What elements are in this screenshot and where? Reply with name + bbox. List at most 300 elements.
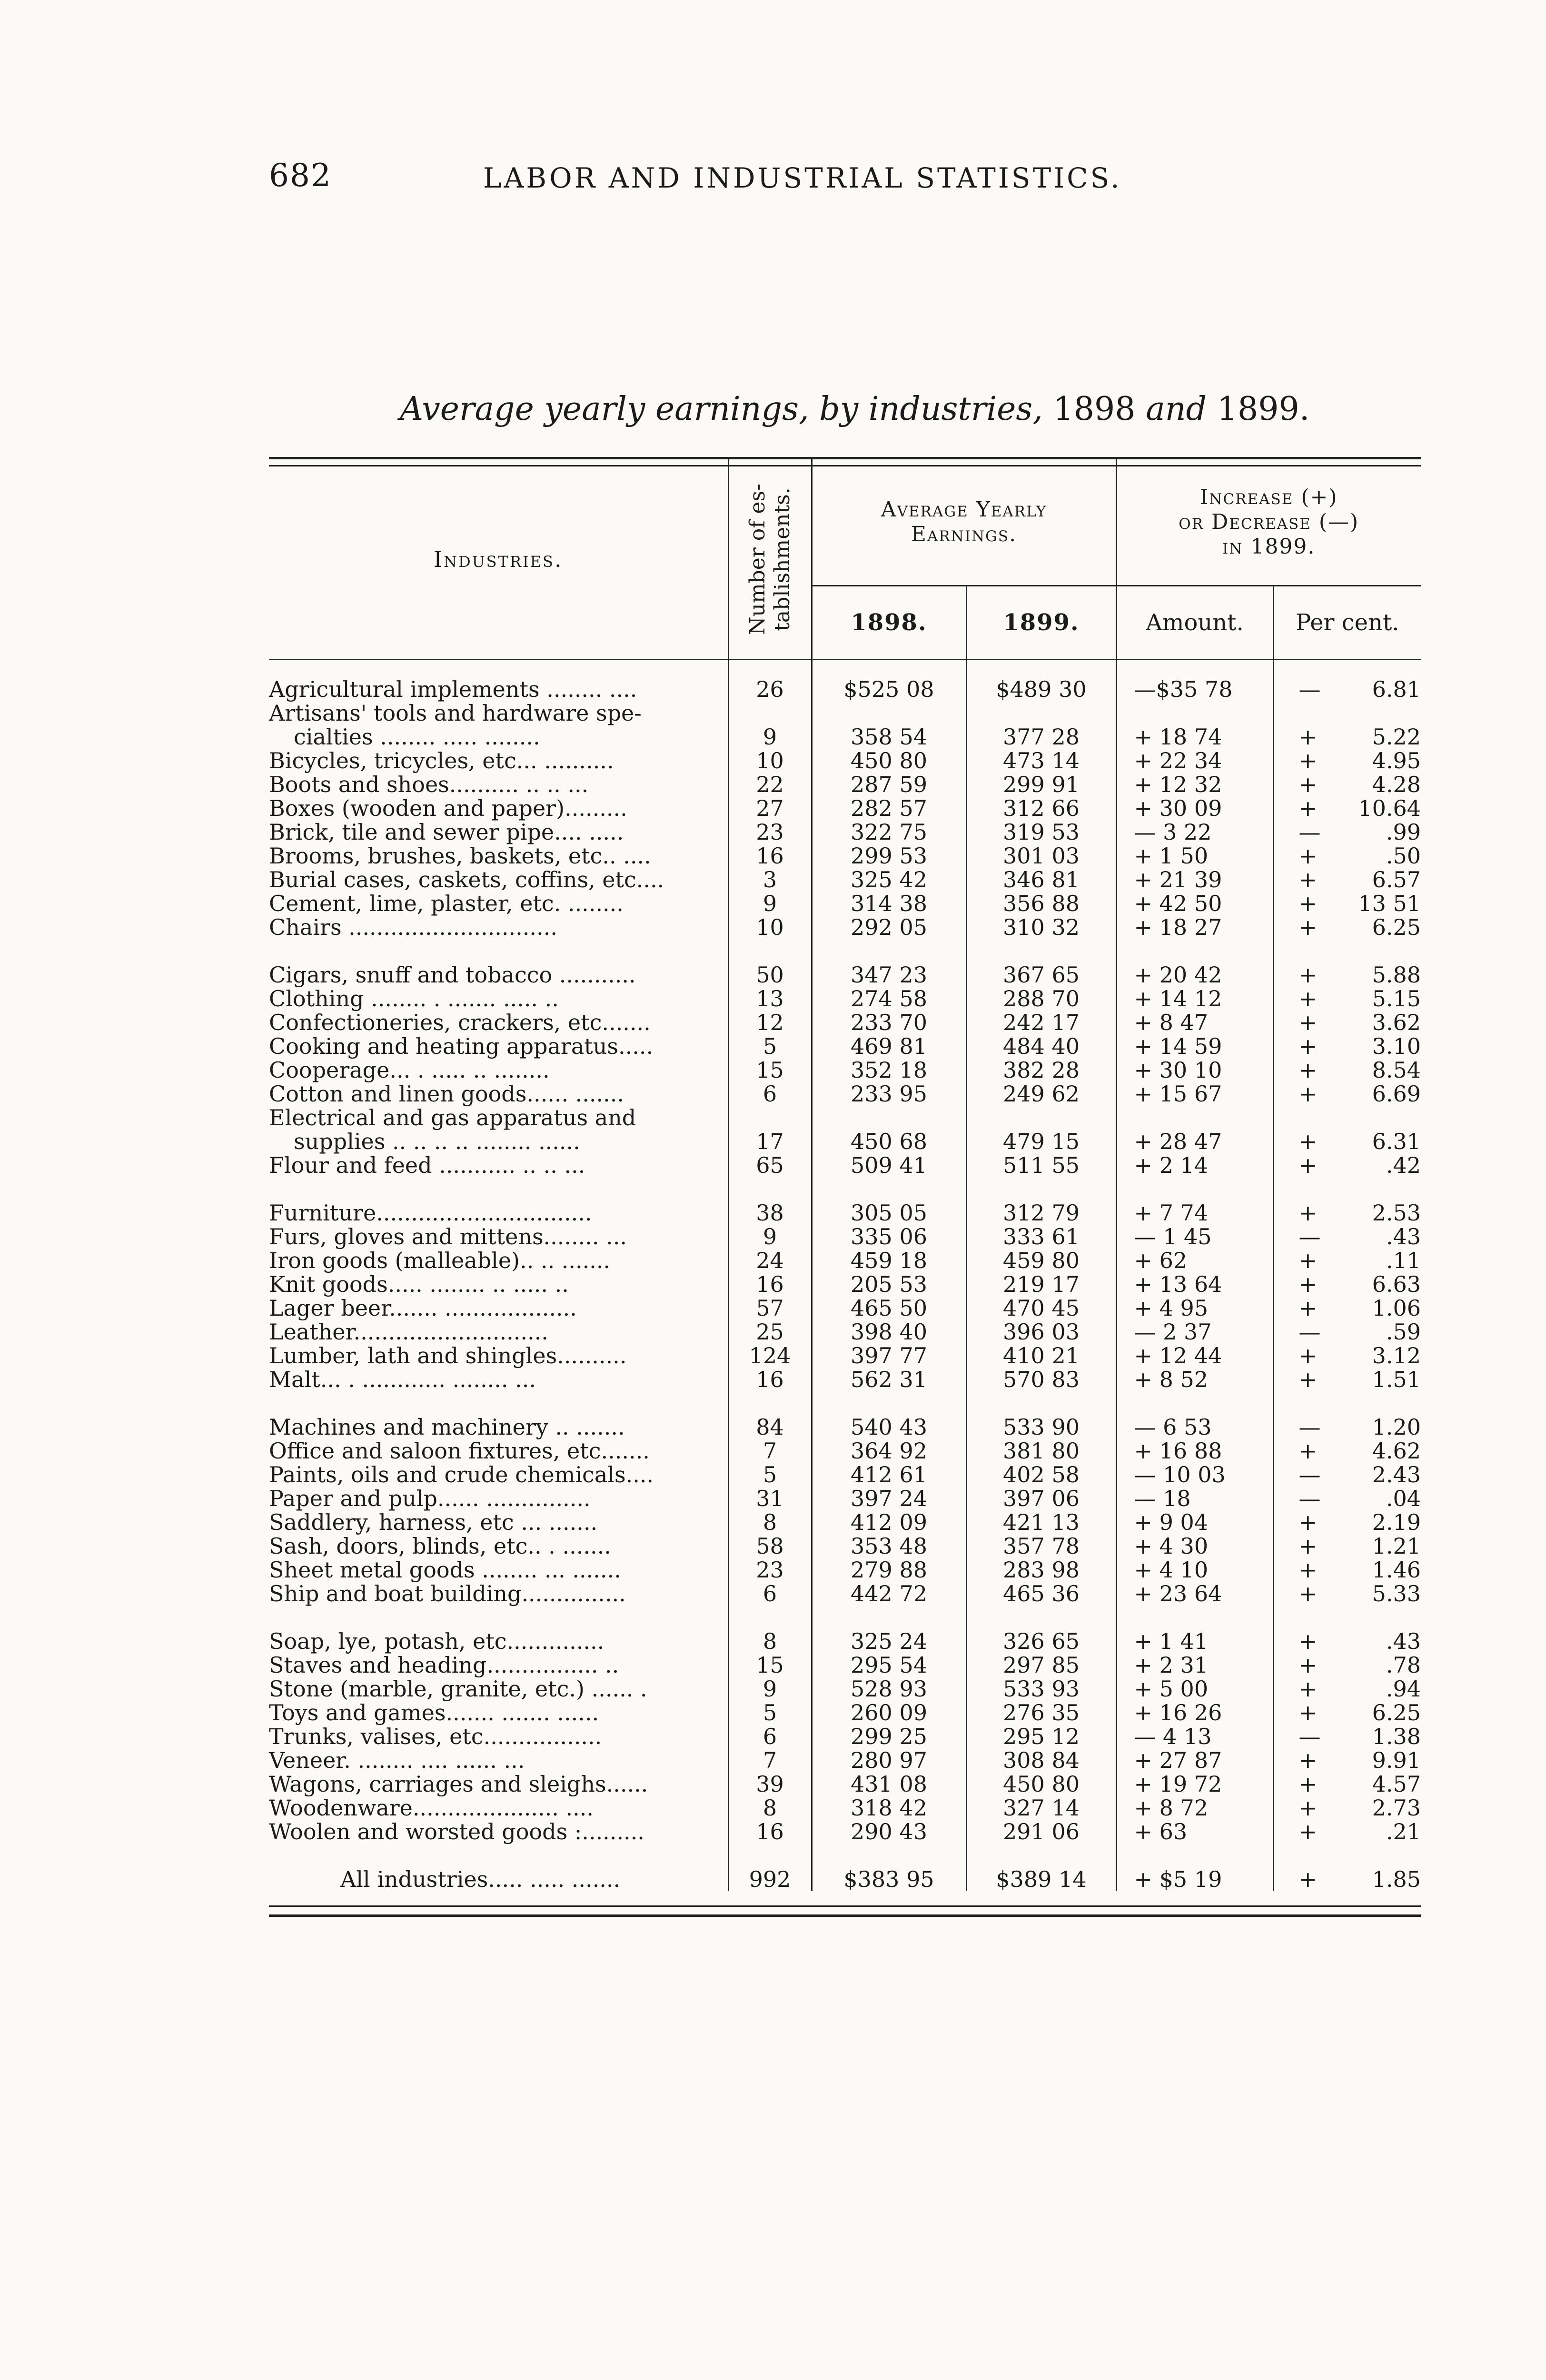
table-row <box>269 1558 1421 1582</box>
change-percent-cell <box>1273 1368 1421 1391</box>
change-sign: + <box>1298 1866 1318 1892</box>
change-percent-value: .21 <box>1386 1819 1421 1844</box>
change-percent-cell <box>1273 749 1421 773</box>
table-row <box>269 939 1421 987</box>
change-percent-value: 5.22 <box>1372 724 1421 750</box>
earnings-1899-cell: 450 80 <box>966 1772 1116 1796</box>
header-1899: 1899. <box>966 586 1116 660</box>
change-sign: — <box>1298 1462 1321 1488</box>
change-percent-value: 3.12 <box>1372 1343 1421 1368</box>
change-percent-value: 2.53 <box>1372 1200 1421 1226</box>
earnings-1899-cell: 308 84 <box>966 1748 1116 1772</box>
establishments-cell: 5 <box>728 1463 812 1487</box>
earnings-1898-cell: 398 40 <box>812 1320 966 1344</box>
earnings-1898-cell: 465 50 <box>812 1296 966 1320</box>
establishments-cell: 992 <box>728 1844 812 1891</box>
change-percent-cell <box>1273 701 1421 725</box>
establishments-cell: 9 <box>728 892 812 915</box>
change-percent-value: 1.85 <box>1372 1866 1421 1892</box>
earnings-1898-cell: 562 31 <box>812 1368 966 1391</box>
change-amount-cell <box>1116 701 1273 725</box>
establishments-cell: 39 <box>728 1772 812 1796</box>
change-amount-cell: —$35 78 <box>1116 660 1273 702</box>
header-average-yearly-earnings <box>812 459 1116 586</box>
change-sign: + <box>1298 1628 1318 1654</box>
industry-cell: supplies .. .. .. .. ........ ...... <box>269 1130 728 1153</box>
change-sign: + <box>1298 1557 1318 1583</box>
earnings-1899-cell: 533 90 <box>966 1391 1116 1439</box>
establishments-cell: 13 <box>728 987 812 1011</box>
change-sign: + <box>1298 1533 1318 1559</box>
establishments-cell: 17 <box>728 1130 812 1153</box>
industry-cell: Leather............................ <box>269 1320 728 1344</box>
table-row <box>269 1463 1421 1487</box>
earnings-1898-cell: 279 88 <box>812 1558 966 1582</box>
header-number-establishments <box>728 459 812 660</box>
change-percent-value: 6.25 <box>1372 914 1421 940</box>
industry-cell: All industries..... ..... ....... <box>269 1844 728 1891</box>
change-amount-cell: + 30 10 <box>1116 1058 1273 1082</box>
change-sign: + <box>1298 1271 1318 1297</box>
earnings-1899-cell: 479 15 <box>966 1130 1116 1153</box>
change-percent-cell <box>1273 1748 1421 1772</box>
earnings-1898-cell: 325 42 <box>812 868 966 892</box>
header-incdec-line1: Increase (+) <box>1199 485 1338 509</box>
earnings-1898-cell: 335 06 <box>812 1225 966 1249</box>
change-percent-value: .99 <box>1386 819 1421 845</box>
change-percent-value: .50 <box>1386 843 1421 869</box>
establishments-cell: 26 <box>728 660 812 702</box>
earnings-1898-cell: 353 48 <box>812 1534 966 1558</box>
table-row <box>269 1034 1421 1058</box>
change-percent-value: 6.63 <box>1372 1271 1421 1297</box>
change-sign: + <box>1298 1700 1318 1726</box>
change-percent-value: 5.15 <box>1372 986 1421 1012</box>
table-title-and: and <box>1146 390 1207 428</box>
change-percent-cell <box>1273 1510 1421 1534</box>
change-amount-cell: + 62 <box>1116 1249 1273 1272</box>
change-percent-cell <box>1273 1177 1421 1225</box>
earnings-1899-cell: 410 21 <box>966 1344 1116 1368</box>
change-sign: — <box>1298 676 1321 702</box>
earnings-1898-cell: 469 81 <box>812 1034 966 1058</box>
change-amount-cell: + 1 50 <box>1116 844 1273 868</box>
establishments-cell: 84 <box>728 1391 812 1439</box>
establishments-cell: 16 <box>728 1272 812 1296</box>
change-percent-value: .04 <box>1386 1486 1421 1511</box>
earnings-1898-cell: 528 93 <box>812 1677 966 1701</box>
table-row <box>269 1772 1421 1796</box>
change-percent-cell <box>1273 1439 1421 1463</box>
table-row <box>269 1677 1421 1701</box>
change-sign: + <box>1298 772 1318 797</box>
header-avg-line1: Average Yearly <box>881 497 1047 522</box>
table-title-year2: 1899. <box>1217 390 1310 428</box>
industry-cell: Ship and boat building............... <box>269 1582 728 1606</box>
change-percent-cell <box>1273 1606 1421 1653</box>
running-head: LABOR AND INDUSTRIAL STATISTICS. <box>483 162 1122 194</box>
table-row <box>269 773 1421 796</box>
earnings-1898-cell: 233 70 <box>812 1011 966 1034</box>
change-percent-value: 3.62 <box>1372 1010 1421 1035</box>
change-sign: + <box>1298 891 1318 916</box>
earnings-1898-cell: 412 61 <box>812 1463 966 1487</box>
table-row <box>269 1320 1421 1344</box>
earnings-1898-cell: 299 53 <box>812 844 966 868</box>
change-sign: + <box>1298 1152 1318 1178</box>
change-percent-cell <box>1273 892 1421 915</box>
table-row <box>269 1439 1421 1463</box>
change-amount-cell: + 9 04 <box>1116 1510 1273 1534</box>
change-amount-cell <box>1116 1106 1273 1130</box>
table-row <box>269 1249 1421 1272</box>
change-amount-cell: + 23 64 <box>1116 1582 1273 1606</box>
change-sign: + <box>1298 748 1318 774</box>
table-row <box>269 1606 1421 1653</box>
establishments-cell: 57 <box>728 1296 812 1320</box>
earnings-1899-cell: 346 81 <box>966 868 1116 892</box>
earnings-1898-cell: 274 58 <box>812 987 966 1011</box>
change-sign: — <box>1298 1724 1321 1749</box>
change-sign: + <box>1298 867 1318 892</box>
earnings-1898-cell: 299 25 <box>812 1725 966 1748</box>
change-amount-cell: + 14 59 <box>1116 1034 1273 1058</box>
change-percent-cell <box>1273 1225 1421 1249</box>
change-percent-value: .78 <box>1386 1652 1421 1678</box>
change-sign: + <box>1298 1200 1318 1226</box>
table-row <box>269 1153 1421 1177</box>
change-amount-cell: + 4 30 <box>1116 1534 1273 1558</box>
table-row <box>269 725 1421 749</box>
change-percent-cell <box>1273 1582 1421 1606</box>
change-sign: + <box>1298 1676 1318 1702</box>
change-amount-cell: — 10 03 <box>1116 1463 1273 1487</box>
table-row <box>269 1701 1421 1725</box>
change-percent-value: 2.73 <box>1372 1795 1421 1821</box>
earnings-1899-cell: 381 80 <box>966 1439 1116 1463</box>
table-row <box>269 1534 1421 1558</box>
change-amount-cell: + 16 88 <box>1116 1439 1273 1463</box>
table-row <box>269 1177 1421 1225</box>
change-amount-cell: + 12 44 <box>1116 1344 1273 1368</box>
table-row <box>269 892 1421 915</box>
industry-cell: Chairs .............................. <box>269 915 728 939</box>
change-percent-cell <box>1273 1058 1421 1082</box>
earnings-1898-cell: 347 23 <box>812 939 966 987</box>
earnings-1899-cell: 295 12 <box>966 1725 1116 1748</box>
earnings-1899-cell <box>966 701 1116 725</box>
industry-cell: Furniture............................... <box>269 1177 728 1225</box>
change-percent-cell <box>1273 1130 1421 1153</box>
industry-cell: Wagons, carriages and sleighs...... <box>269 1772 728 1796</box>
table-row <box>269 660 1421 702</box>
industry-cell: Lager beer....... ................... <box>269 1296 728 1320</box>
change-percent-cell <box>1273 915 1421 939</box>
change-sign: + <box>1298 1509 1318 1535</box>
earnings-1898-cell: 442 72 <box>812 1582 966 1606</box>
establishments-cell: 50 <box>728 939 812 987</box>
establishments-cell: 3 <box>728 868 812 892</box>
change-percent-cell <box>1273 1820 1421 1844</box>
industry-cell: Brooms, brushes, baskets, etc.. .... <box>269 844 728 868</box>
establishments-cell: 65 <box>728 1153 812 1177</box>
change-amount-cell: — 2 37 <box>1116 1320 1273 1344</box>
change-sign: — <box>1298 1319 1321 1345</box>
table-row <box>269 1225 1421 1249</box>
industry-cell: Cement, lime, plaster, etc. ........ <box>269 892 728 915</box>
establishments-cell: 5 <box>728 1701 812 1725</box>
change-percent-cell <box>1273 660 1421 702</box>
earnings-1898-cell: 295 54 <box>812 1653 966 1677</box>
change-percent-value: .43 <box>1386 1628 1421 1654</box>
earnings-1899-cell: 333 61 <box>966 1225 1116 1249</box>
establishments-cell: 10 <box>728 915 812 939</box>
industry-cell: Agricultural implements ........ .... <box>269 660 728 702</box>
change-sign: + <box>1298 1295 1318 1321</box>
table-row <box>269 1844 1421 1891</box>
earnings-1899-cell: 356 88 <box>966 892 1116 915</box>
earnings-1898-cell: $383 95 <box>812 1844 966 1891</box>
table-title-year1: 1898 <box>1053 390 1136 428</box>
industry-cell: Cotton and linen goods...... ....... <box>269 1082 728 1106</box>
earnings-1899-cell: 470 45 <box>966 1296 1116 1320</box>
establishments-cell: 23 <box>728 1558 812 1582</box>
change-amount-cell: + 8 52 <box>1116 1368 1273 1391</box>
establishments-cell: 6 <box>728 1082 812 1106</box>
establishments-cell: 15 <box>728 1058 812 1082</box>
table-row <box>269 1272 1421 1296</box>
change-sign: + <box>1298 1081 1318 1107</box>
table-row <box>269 1653 1421 1677</box>
change-amount-cell: + 2 31 <box>1116 1653 1273 1677</box>
establishments-cell: 5 <box>728 1034 812 1058</box>
table-row <box>269 844 1421 868</box>
change-sign: + <box>1298 1129 1318 1154</box>
header-avg-line2: Earnings. <box>911 522 1017 546</box>
earnings-1899-cell: 276 35 <box>966 1701 1116 1725</box>
change-percent-cell <box>1273 1296 1421 1320</box>
change-percent-cell <box>1273 1701 1421 1725</box>
industry-cell: Boxes (wooden and paper)......... <box>269 796 728 820</box>
change-percent-value: 6.31 <box>1372 1129 1421 1154</box>
page-number: 682 <box>269 157 332 194</box>
change-sign: + <box>1298 795 1318 821</box>
change-amount-cell: + $5 19 <box>1116 1844 1273 1891</box>
establishments-cell: 58 <box>728 1534 812 1558</box>
earnings-1899-cell: 511 55 <box>966 1153 1116 1177</box>
earnings-1899-cell: 533 93 <box>966 1677 1116 1701</box>
change-sign: — <box>1298 819 1321 845</box>
header-number-line1: Number of es- <box>745 483 770 635</box>
establishments-cell: 6 <box>728 1725 812 1748</box>
table-row <box>269 1748 1421 1772</box>
establishments-cell: 16 <box>728 1368 812 1391</box>
change-percent-value: 1.06 <box>1372 1295 1421 1321</box>
industry-cell: Soap, lye, potash, etc.............. <box>269 1606 728 1653</box>
change-percent-cell <box>1273 1011 1421 1034</box>
establishments-cell: 9 <box>728 725 812 749</box>
change-percent-cell <box>1273 1844 1421 1891</box>
earnings-1899-cell <box>966 1106 1116 1130</box>
change-percent-value: 1.20 <box>1372 1414 1421 1440</box>
industry-cell: Cigars, snuff and tobacco ........... <box>269 939 728 987</box>
change-percent-value: 1.46 <box>1372 1557 1421 1583</box>
change-amount-cell: + 7 74 <box>1116 1177 1273 1225</box>
change-percent-value: 9.91 <box>1372 1747 1421 1773</box>
table-row <box>269 868 1421 892</box>
earnings-1898-cell: 322 75 <box>812 820 966 844</box>
change-percent-value: 1.51 <box>1372 1367 1421 1392</box>
change-amount-cell: + 18 74 <box>1116 725 1273 749</box>
change-amount-cell: — 18 <box>1116 1487 1273 1510</box>
change-percent-value: 8.54 <box>1372 1057 1421 1083</box>
change-percent-cell <box>1273 1796 1421 1820</box>
page-header <box>269 157 1269 205</box>
header-amount: Amount. <box>1116 586 1273 660</box>
change-amount-cell: + 4 10 <box>1116 1558 1273 1582</box>
table-title <box>400 390 1310 428</box>
establishments-cell: 27 <box>728 796 812 820</box>
industry-cell: Machines and machinery .. ....... <box>269 1391 728 1439</box>
industry-cell: Malt... . ............ ........ ... <box>269 1368 728 1391</box>
table-body <box>269 660 1421 1892</box>
earnings-1898-cell: 314 38 <box>812 892 966 915</box>
change-amount-cell: + 22 34 <box>1116 749 1273 773</box>
earnings-1899-cell: 283 98 <box>966 1558 1116 1582</box>
earnings-1899-cell: 291 06 <box>966 1820 1116 1844</box>
earnings-1899-cell: 242 17 <box>966 1011 1116 1034</box>
change-percent-value: 5.33 <box>1372 1581 1421 1606</box>
change-amount-cell: + 42 50 <box>1116 892 1273 915</box>
change-sign: + <box>1298 1248 1318 1273</box>
industry-cell: Paper and pulp...... ............... <box>269 1487 728 1510</box>
change-percent-value: .59 <box>1386 1319 1421 1345</box>
change-sign: + <box>1298 1819 1318 1844</box>
table-row <box>269 1344 1421 1368</box>
earnings-1898-cell: 450 80 <box>812 749 966 773</box>
change-amount-cell: + 16 26 <box>1116 1701 1273 1725</box>
earnings-1899-cell: 219 17 <box>966 1272 1116 1296</box>
table-row <box>269 915 1421 939</box>
establishments-cell: 24 <box>728 1249 812 1272</box>
table-row <box>269 1058 1421 1082</box>
change-amount-cell: + 2 14 <box>1116 1153 1273 1177</box>
change-percent-value: 2.19 <box>1372 1509 1421 1535</box>
change-percent-cell <box>1273 1463 1421 1487</box>
change-percent-value: 4.28 <box>1372 772 1421 797</box>
earnings-1899-cell: $389 14 <box>966 1844 1116 1891</box>
table-row <box>269 987 1421 1011</box>
earnings-1899-cell: 312 66 <box>966 796 1116 820</box>
change-percent-cell <box>1273 1725 1421 1748</box>
change-amount-cell: + 19 72 <box>1116 1772 1273 1796</box>
header-increase-decrease <box>1116 459 1421 586</box>
change-percent-value: 1.38 <box>1372 1724 1421 1749</box>
industry-cell: Confectioneries, crackers, etc....... <box>269 1011 728 1034</box>
change-percent-value: 5.88 <box>1372 962 1421 988</box>
earnings-1899-cell: 402 58 <box>966 1463 1116 1487</box>
earnings-1899-cell: 377 28 <box>966 725 1116 749</box>
change-amount-cell: + 14 12 <box>1116 987 1273 1011</box>
change-percent-cell <box>1273 1487 1421 1510</box>
header-incdec-line2: or Decrease (—) <box>1179 510 1359 534</box>
earnings-1899-cell: 396 03 <box>966 1320 1116 1344</box>
industry-cell: Office and saloon fixtures, etc....... <box>269 1439 728 1463</box>
industry-cell: Woodenware..................... .... <box>269 1796 728 1820</box>
table-row <box>269 1106 1421 1130</box>
table-row <box>269 1130 1421 1153</box>
change-amount-cell: + 4 95 <box>1116 1296 1273 1320</box>
table-bottom-rule <box>269 1905 1421 1917</box>
establishments-cell: 38 <box>728 1177 812 1225</box>
industry-cell: Clothing ........ . ....... ..... .. <box>269 987 728 1011</box>
establishments-cell <box>728 701 812 725</box>
table-row <box>269 1582 1421 1606</box>
earnings-1899-cell: 301 03 <box>966 844 1116 868</box>
change-sign: + <box>1298 1581 1318 1606</box>
change-percent-value: 10.64 <box>1358 795 1421 821</box>
earnings-1898-cell: 540 43 <box>812 1391 966 1439</box>
change-percent-cell <box>1273 1272 1421 1296</box>
industry-cell: Furs, gloves and mittens........ ... <box>269 1225 728 1249</box>
industry-cell: Burial cases, caskets, coffins, etc.... <box>269 868 728 892</box>
earnings-1898-cell <box>812 701 966 725</box>
change-sign: + <box>1298 1747 1318 1773</box>
earnings-1898-cell: $525 08 <box>812 660 966 702</box>
change-percent-value: .11 <box>1386 1248 1421 1273</box>
change-percent-cell <box>1273 820 1421 844</box>
earnings-1898-cell: 233 95 <box>812 1082 966 1106</box>
change-amount-cell: — 1 45 <box>1116 1225 1273 1249</box>
table-row <box>269 1796 1421 1820</box>
change-percent-cell <box>1273 1249 1421 1272</box>
industry-cell: Woolen and worsted goods :......... <box>269 1820 728 1844</box>
earnings-1899-cell: 357 78 <box>966 1534 1116 1558</box>
establishments-cell: 10 <box>728 749 812 773</box>
industry-cell: Staves and heading................ .. <box>269 1653 728 1677</box>
table-row <box>269 1368 1421 1391</box>
earnings-1898-cell: 287 59 <box>812 773 966 796</box>
table-row <box>269 701 1421 725</box>
change-sign: + <box>1298 1343 1318 1368</box>
earnings-1899-cell: 312 79 <box>966 1177 1116 1225</box>
change-sign: — <box>1298 1414 1321 1440</box>
establishments-cell: 25 <box>728 1320 812 1344</box>
change-amount-cell: + 15 67 <box>1116 1082 1273 1106</box>
earnings-1898-cell: 397 24 <box>812 1487 966 1510</box>
earnings-1899-cell: 570 83 <box>966 1368 1116 1391</box>
header-number-line2: tablishments. <box>770 487 794 631</box>
table-row <box>269 1725 1421 1748</box>
table-row <box>269 1487 1421 1510</box>
change-percent-value: 6.57 <box>1372 867 1421 892</box>
change-percent-cell <box>1273 725 1421 749</box>
change-percent-cell <box>1273 987 1421 1011</box>
change-sign: + <box>1298 843 1318 869</box>
earnings-1898-cell: 205 53 <box>812 1272 966 1296</box>
earnings-1899-cell: 484 40 <box>966 1034 1116 1058</box>
change-percent-cell <box>1273 1153 1421 1177</box>
industry-cell: Saddlery, harness, etc ... ....... <box>269 1510 728 1534</box>
earnings-1898-cell: 305 05 <box>812 1177 966 1225</box>
industry-cell: Cooperage... . ..... .. ........ <box>269 1058 728 1082</box>
change-percent-value: 6.69 <box>1372 1081 1421 1107</box>
establishments-cell: 8 <box>728 1510 812 1534</box>
table-row <box>269 796 1421 820</box>
change-percent-cell <box>1273 1320 1421 1344</box>
change-sign: — <box>1298 1486 1321 1511</box>
earnings-1899-cell: 382 28 <box>966 1058 1116 1082</box>
